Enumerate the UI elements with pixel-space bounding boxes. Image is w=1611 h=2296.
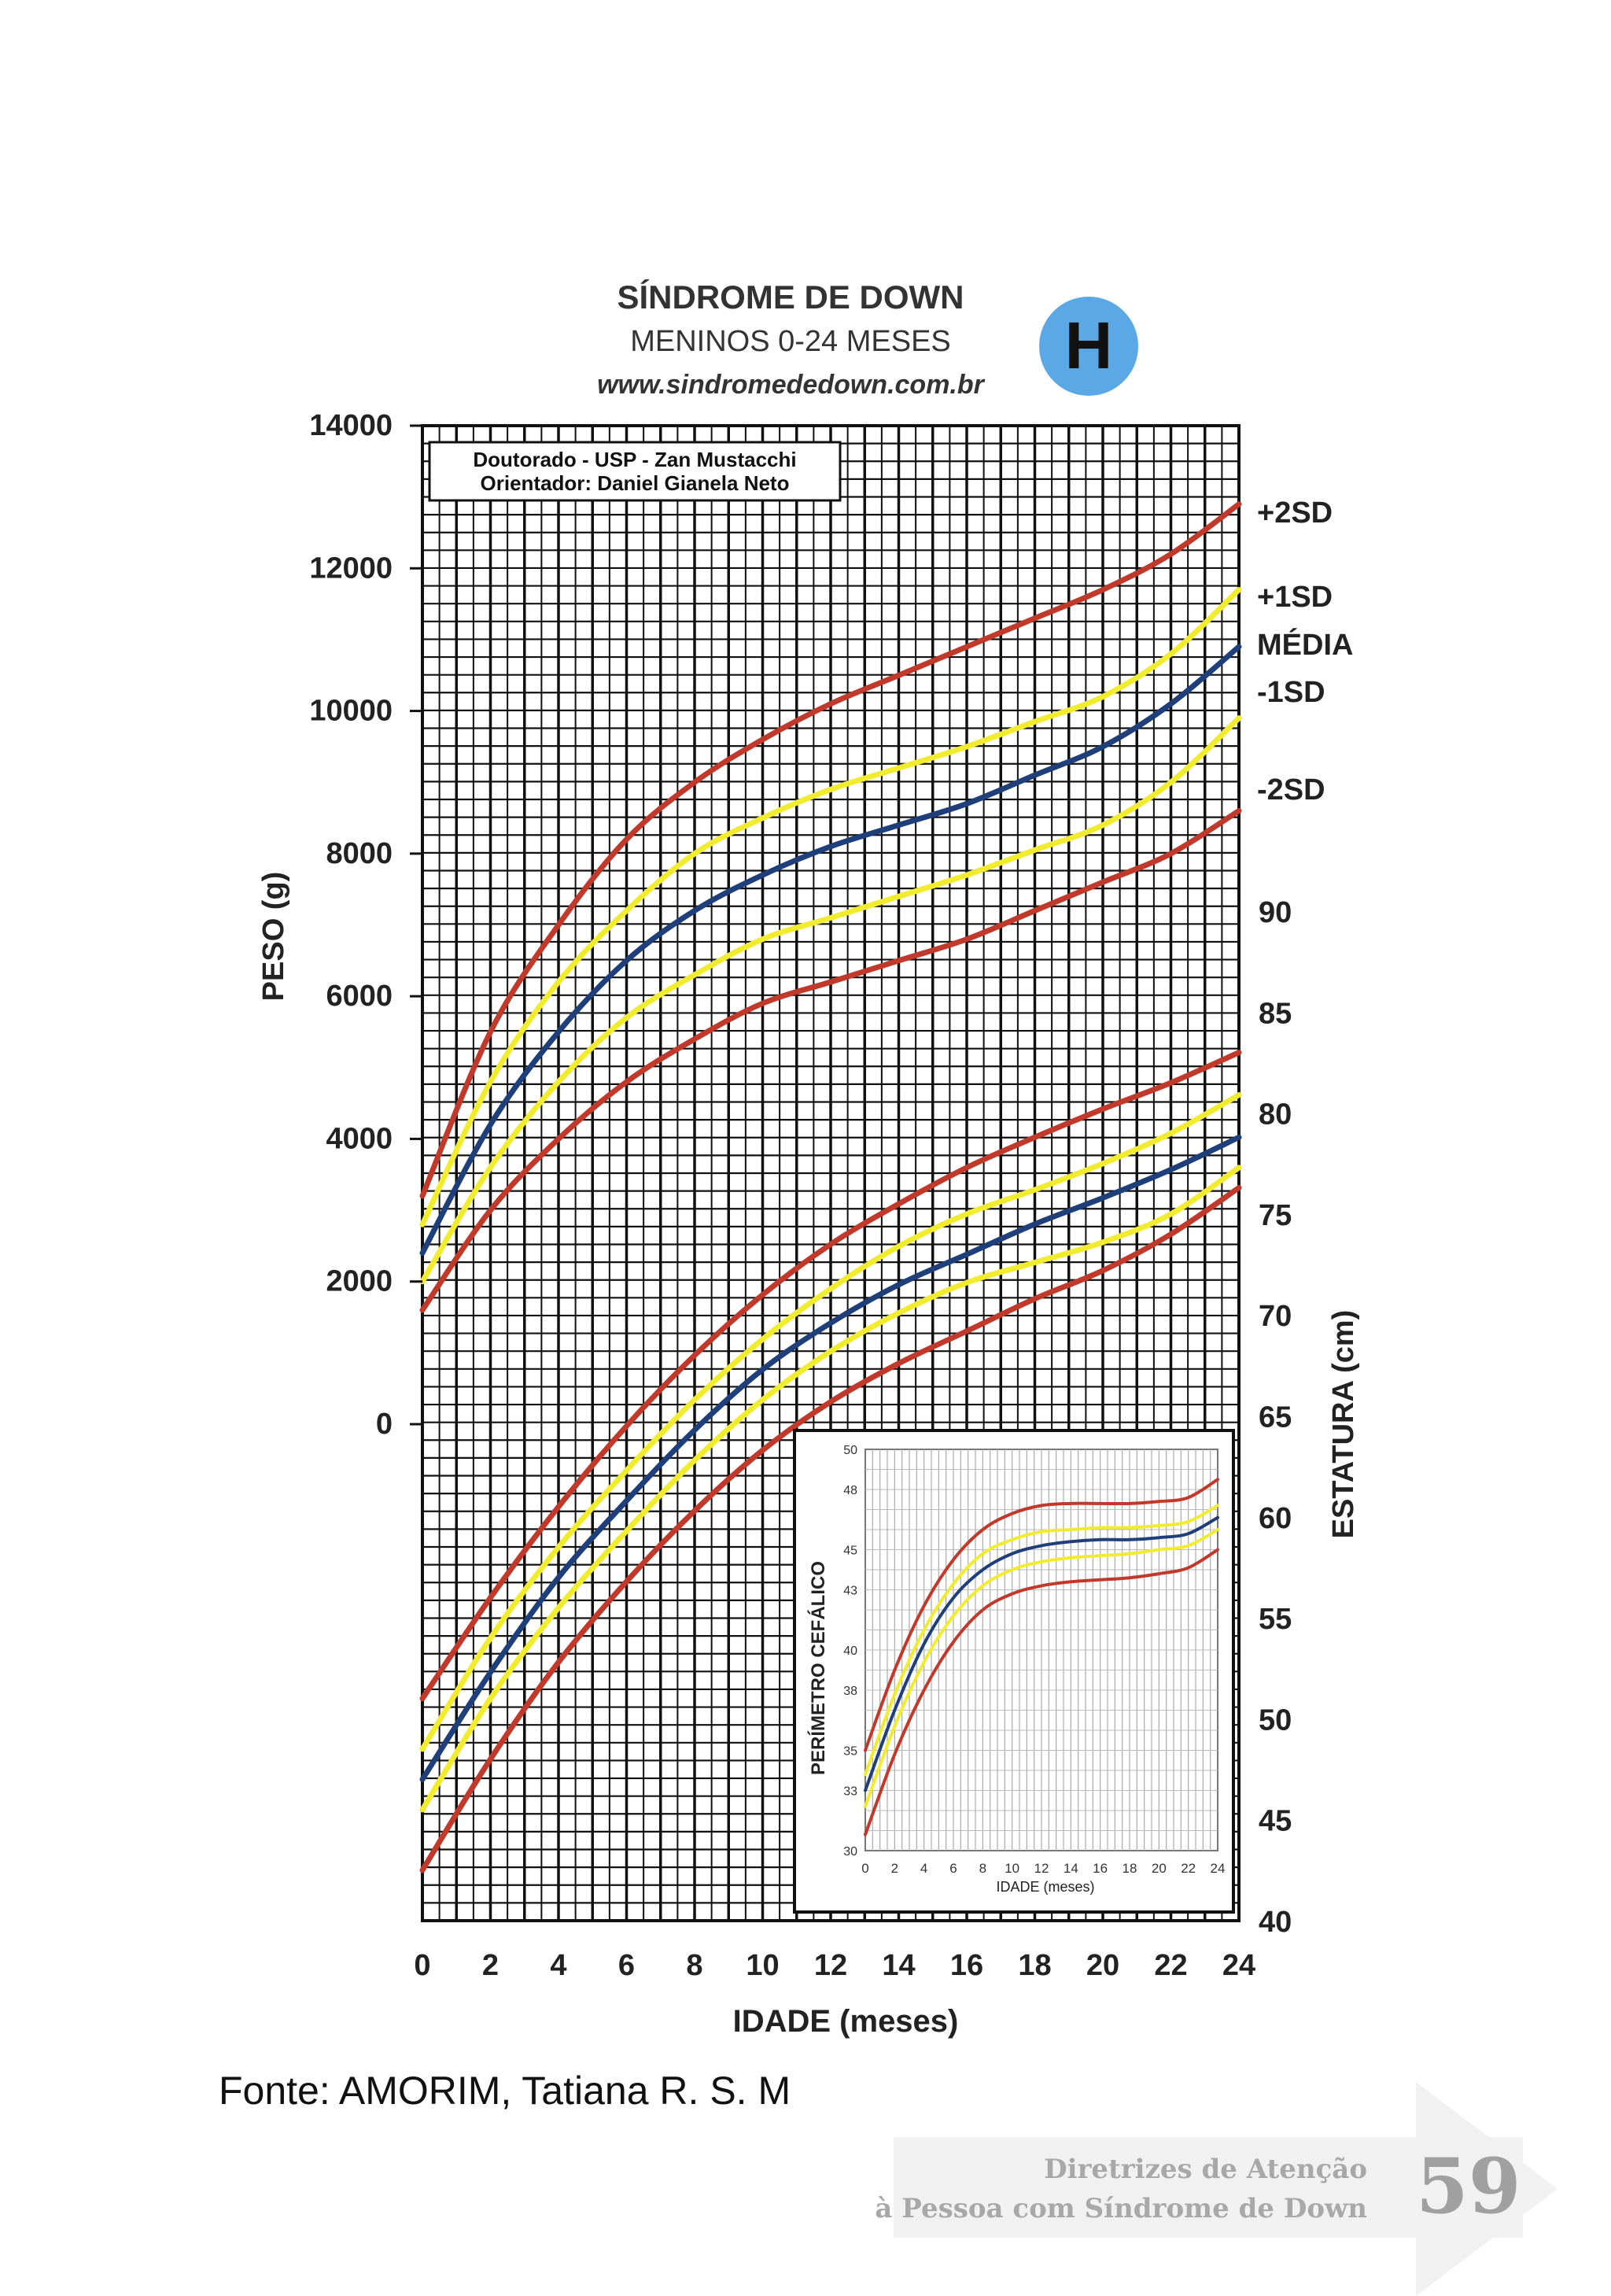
height-tick-label: 55 (1259, 1603, 1292, 1637)
height-tick-label: 60 (1259, 1501, 1292, 1535)
weight-tick-label: 10000 (309, 694, 393, 728)
weight-tick-label: 0 (375, 1408, 393, 1441)
height-tick-label: 45 (1259, 1804, 1292, 1838)
inset-x-tick-label: 10 (1005, 1861, 1020, 1876)
inset-y-tick-label: 35 (843, 1744, 857, 1759)
age-tick-label: 10 (746, 1949, 780, 1982)
inset-x-tick-label: 2 (890, 1861, 899, 1876)
inset-x-tick-label: 22 (1181, 1861, 1196, 1876)
chart-url: www.sindromededown.com.br (597, 370, 984, 400)
footer-title (875, 2150, 1367, 2228)
weight-tick-label: 2000 (326, 1264, 393, 1298)
source-caption: Fonte: AMORIM, Tatiana R. S. M (219, 2069, 791, 2113)
weight-tick-label: 8000 (326, 836, 393, 870)
age-tick-label: 18 (1018, 1949, 1052, 1982)
curve-label: +1SD (1257, 581, 1333, 614)
inset-x-tick-label: 4 (920, 1861, 928, 1876)
age-tick-label: 8 (686, 1949, 703, 1982)
curve-label: -2SD (1257, 773, 1325, 807)
age-tick-label: 14 (882, 1949, 916, 1982)
inset-y-tick-label: 40 (843, 1644, 857, 1658)
inset-y-tick-label: 30 (843, 1845, 857, 1859)
inset-y-tick-label: 43 (843, 1584, 857, 1598)
height-axis-label: ESTATURA (cm) (1327, 1309, 1360, 1539)
height-tick-label: 40 (1259, 1906, 1292, 1939)
weight-tick-label: 4000 (326, 1122, 393, 1156)
inset-y-label: PERÍMETRO CEFÁLICO (808, 1560, 829, 1776)
inset-y-tick-label: 33 (843, 1785, 857, 1799)
age-tick-label: 22 (1154, 1949, 1188, 1982)
weight-tick-label: 6000 (326, 980, 393, 1013)
chart-title: SÍNDROME DE DOWN (617, 279, 964, 316)
weight-axis-label: PESO (g) (257, 871, 290, 1002)
inset-x-tick-label: 12 (1034, 1861, 1049, 1876)
inset-grid (865, 1449, 1218, 1851)
weight-tick-label: 14000 (309, 409, 393, 442)
age-tick-label: 2 (481, 1949, 500, 1982)
footer-line-2: à Pessoa com Síndrome de Down (875, 2193, 1367, 2224)
inset-y-tick-label: 38 (843, 1685, 857, 1698)
height-axis-ticks (1259, 896, 1292, 1939)
credit-line-2: Orientador: Daniel Gianela Neto (480, 471, 790, 495)
age-tick-label: 12 (813, 1949, 848, 1982)
chart-subtitle: MENINOS 0-24 MESES (630, 325, 951, 358)
credit-box (429, 442, 840, 500)
age-axis-label: IDADE (meses) (732, 2004, 959, 2039)
curve-label: MÉDIA (1257, 629, 1354, 662)
inset-x-tick-label: 18 (1122, 1861, 1137, 1876)
age-tick-label: 16 (949, 1949, 984, 1982)
age-tick-label: 4 (550, 1949, 567, 1982)
inset-x-tick-label: 24 (1210, 1861, 1226, 1876)
age-tick-label: 6 (617, 1949, 636, 1982)
credit-line-1: Doutorado - USP - Zan Mustacchi (473, 448, 797, 471)
height-tick-label: 65 (1259, 1401, 1292, 1434)
inset-x-label: IDADE (meses) (996, 1879, 1095, 1895)
weight-axis-ticks (309, 409, 422, 1441)
inset-x-tick-label: 16 (1093, 1861, 1108, 1876)
inset-y-tick-label: 45 (843, 1544, 857, 1558)
inset-x-tick-label: 0 (861, 1861, 869, 1876)
head-circumference-inset (794, 1430, 1233, 1912)
curve-label: -1SD (1257, 676, 1325, 709)
inset-x-tick-label: 20 (1151, 1861, 1167, 1876)
inset-x-tick-label: 8 (979, 1861, 987, 1876)
curve-label: +2SD (1257, 496, 1333, 530)
height-tick-label: 80 (1259, 1098, 1292, 1131)
footer-line-1: Diretrizes de Atenção (1044, 2154, 1367, 2185)
height-tick-label: 70 (1259, 1300, 1292, 1334)
height-tick-label: 85 (1259, 997, 1292, 1031)
age-axis-ticks (414, 1949, 1255, 1982)
inset-y-tick-label: 50 (843, 1444, 857, 1457)
inset-y-tick-label: 48 (843, 1484, 857, 1497)
age-tick-label: 20 (1086, 1949, 1120, 1982)
age-tick-label: 0 (414, 1949, 431, 1982)
weight-tick-label: 12000 (309, 552, 393, 585)
age-tick-label: 24 (1222, 1949, 1256, 1982)
inset-x-tick-label: 14 (1063, 1861, 1078, 1876)
curve-labels (1257, 496, 1353, 807)
height-tick-label: 75 (1259, 1198, 1292, 1232)
height-tick-label: 50 (1259, 1704, 1292, 1737)
badge (1039, 297, 1138, 396)
height-tick-label: 90 (1259, 896, 1292, 929)
badge-letter: H (1064, 308, 1113, 382)
page-number: 59 (1416, 2142, 1521, 2231)
inset-x-tick-label: 6 (949, 1861, 957, 1876)
